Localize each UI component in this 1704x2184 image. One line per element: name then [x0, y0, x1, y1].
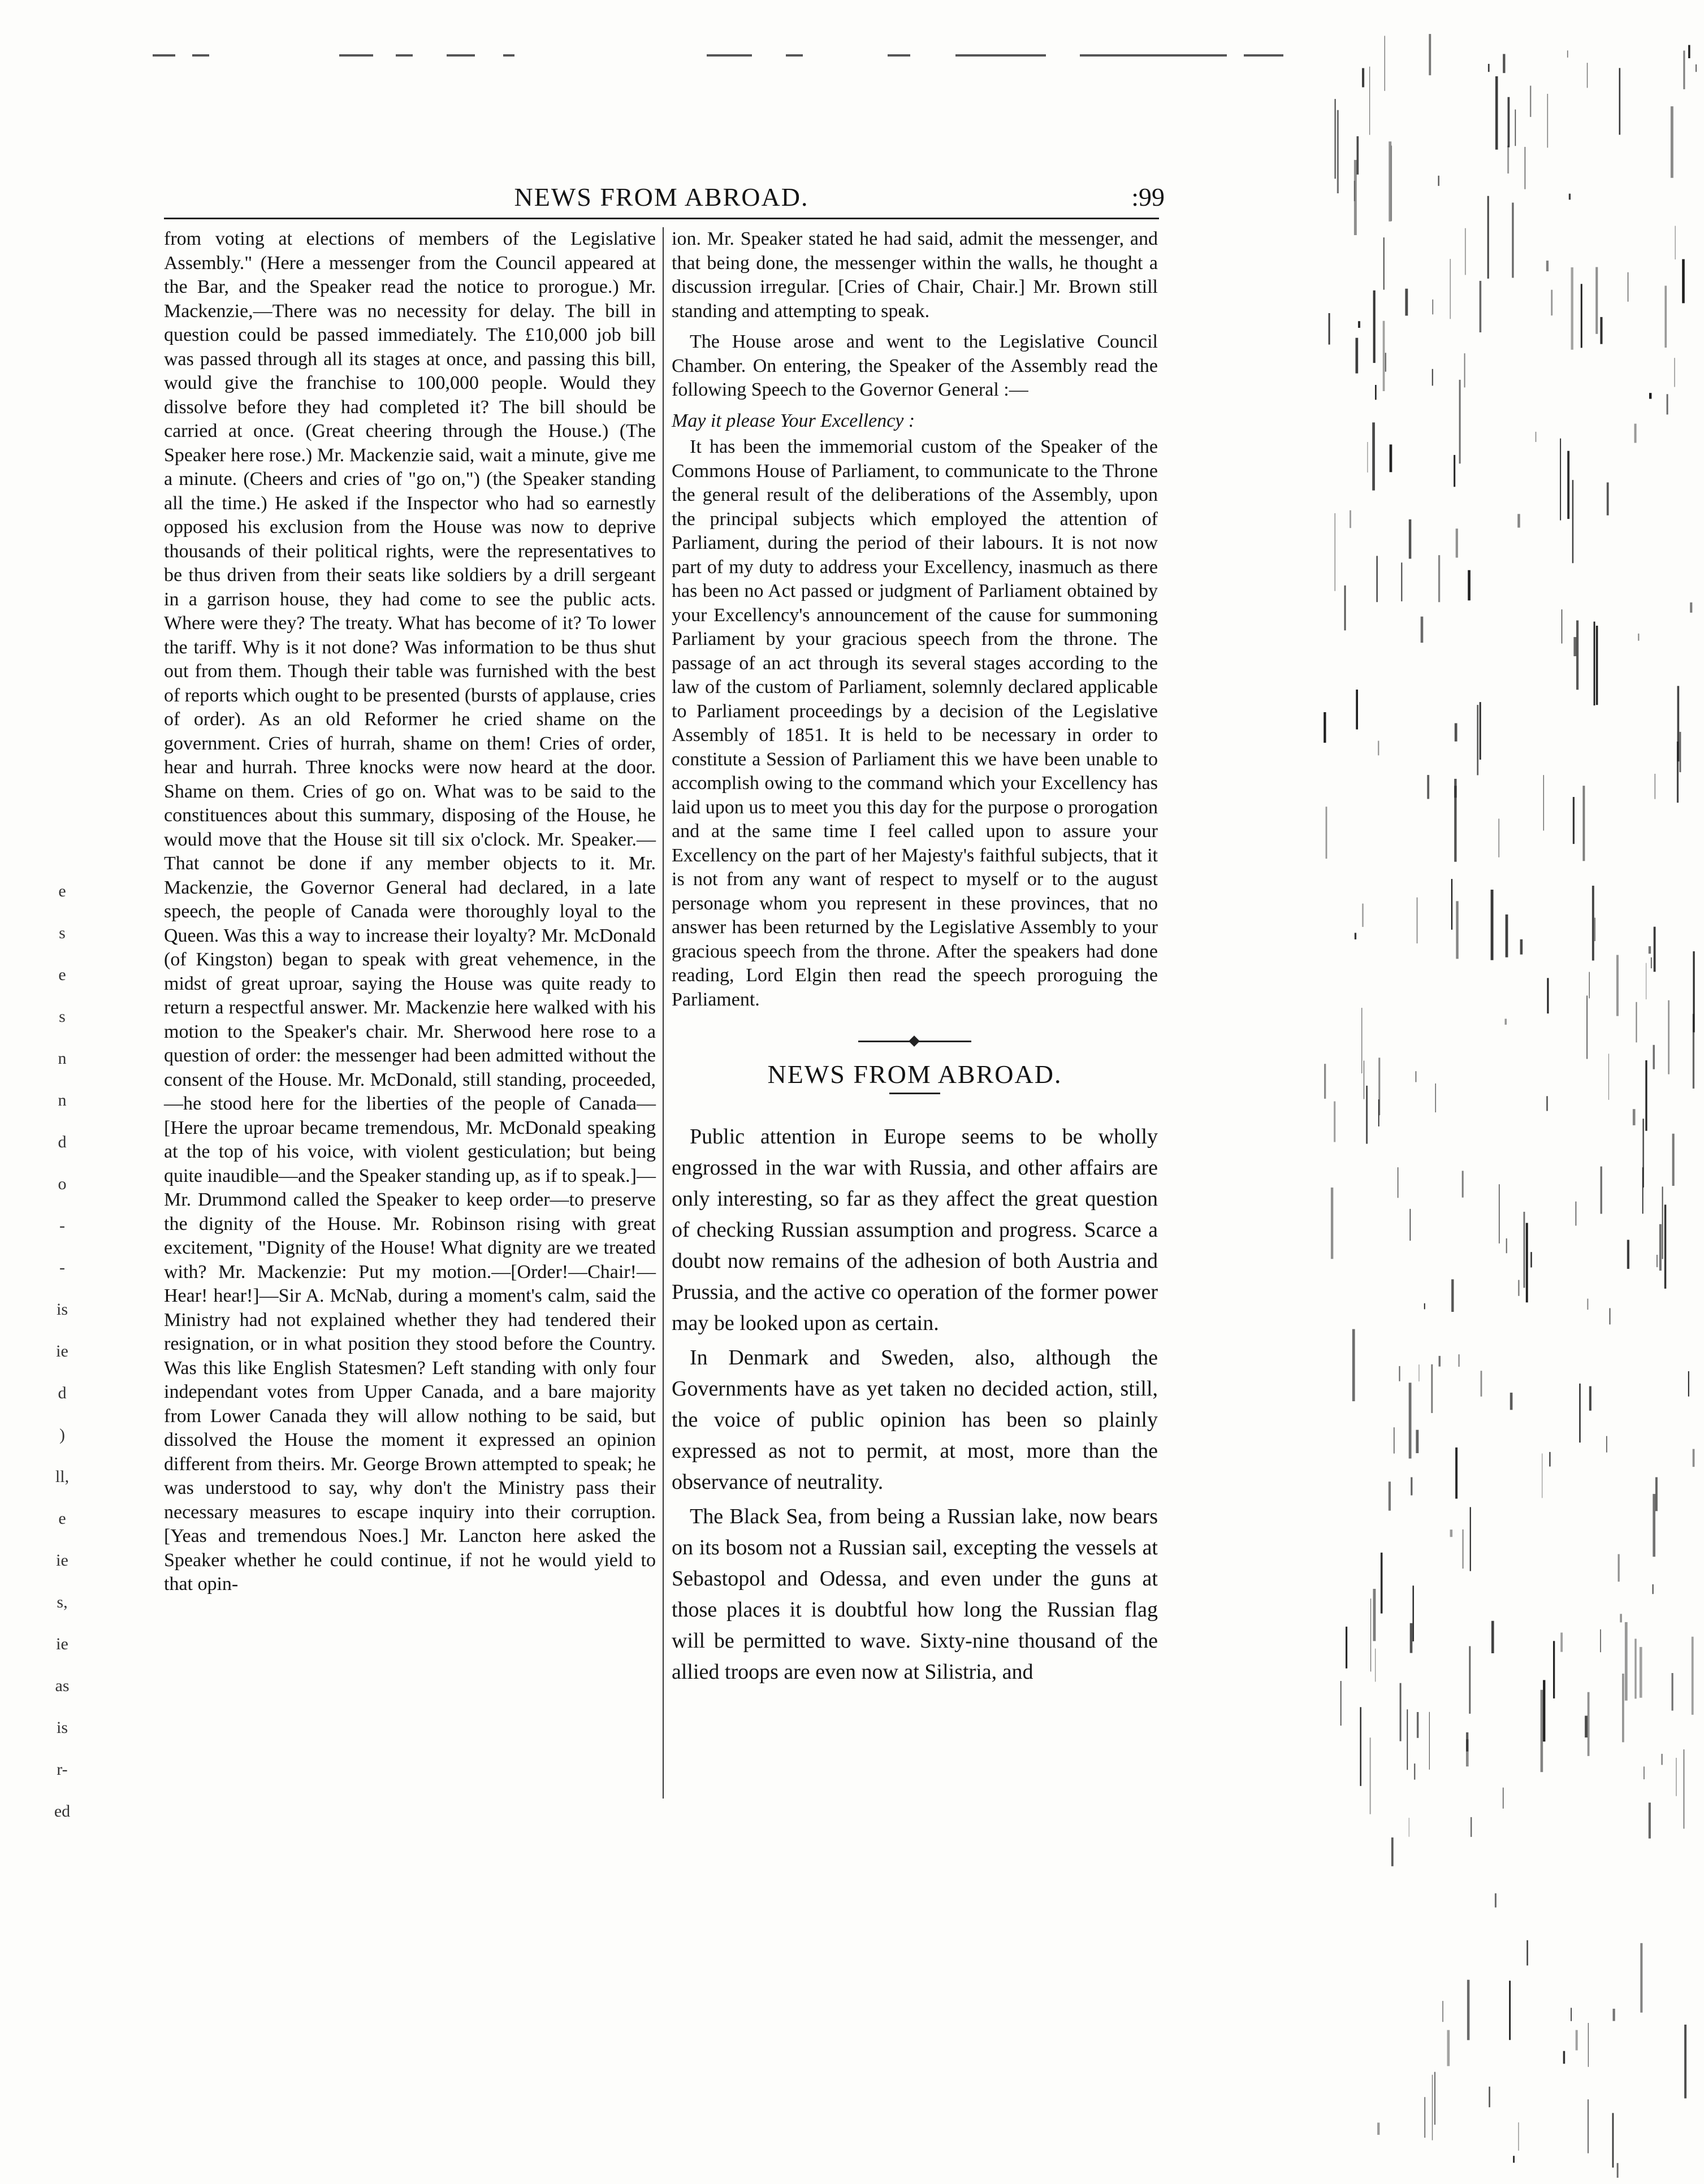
edge-stroke	[1668, 1000, 1670, 1074]
edge-stroke	[1677, 742, 1679, 803]
edge-stroke	[1377, 556, 1378, 603]
edge-stroke	[1462, 1529, 1463, 1568]
running-title: NEWS FROM ABROAD.	[514, 183, 809, 211]
edge-stroke	[1587, 63, 1588, 88]
edge-stroke	[1370, 1598, 1371, 1671]
edge-stroke	[1506, 1238, 1507, 1253]
margin-fragment: ie	[56, 1635, 68, 1653]
edge-stroke	[1468, 570, 1471, 601]
edge-stroke	[1536, 432, 1537, 442]
edge-stroke	[1541, 1690, 1543, 1773]
edge-stroke	[1526, 1223, 1528, 1303]
edge-stroke	[1352, 1329, 1355, 1402]
edge-stroke	[1464, 353, 1465, 387]
edge-stroke	[1367, 442, 1368, 473]
left-column	[164, 227, 656, 1597]
edge-stroke	[1454, 455, 1455, 487]
edge-stroke	[1447, 2030, 1450, 2066]
edge-stroke	[1616, 955, 1619, 1016]
edge-stroke	[1429, 1712, 1430, 1770]
edge-stroke	[1617, 2163, 1619, 2178]
edge-stroke	[1370, 1737, 1371, 1814]
edge-stroke	[1588, 2099, 1589, 2153]
edge-stroke	[1346, 1627, 1347, 1669]
edge-stroke	[1378, 1099, 1379, 1126]
edge-stroke	[1567, 50, 1568, 58]
edge-stroke	[1411, 1477, 1412, 1496]
edge-stroke	[1607, 483, 1609, 515]
edge-stroke	[1466, 1739, 1469, 1766]
edge-stroke	[1601, 1167, 1602, 1214]
edge-stroke	[1547, 94, 1549, 148]
margin-fragment: s	[59, 924, 66, 942]
edge-stroke	[1499, 818, 1500, 857]
edge-stroke	[1652, 1584, 1654, 1594]
edge-stroke	[1405, 289, 1408, 316]
edge-stroke	[1543, 1680, 1545, 1741]
edge-stroke	[1596, 626, 1598, 705]
edge-stroke	[1361, 1008, 1362, 1073]
edge-stroke	[1366, 1086, 1368, 1144]
edge-stroke	[1672, 1673, 1673, 1711]
edge-stroke	[1645, 1060, 1647, 1131]
edge-stroke	[1491, 890, 1494, 960]
edge-stroke	[1355, 933, 1356, 939]
edge-stroke	[1439, 1356, 1441, 1367]
margin-fragment: ed	[54, 1802, 71, 1821]
edge-stroke	[1546, 261, 1549, 271]
edge-stroke	[1654, 774, 1655, 799]
edge-stroke	[1657, 1255, 1658, 1267]
edge-stroke	[1608, 1054, 1609, 1100]
edge-stroke	[1530, 86, 1531, 117]
edge-stroke	[1649, 946, 1651, 954]
edge-stroke	[1520, 939, 1523, 955]
edge-stroke	[1375, 385, 1377, 400]
edge-stroke	[1655, 1477, 1658, 1511]
edge-stroke	[1600, 1630, 1601, 1653]
edge-stroke	[1569, 194, 1571, 200]
edge-stroke	[1517, 514, 1520, 527]
edge-stroke	[1438, 555, 1440, 602]
edge-stroke	[1563, 2051, 1565, 2064]
margin-fragment: r-	[57, 1760, 68, 1779]
margin-fragments	[51, 870, 73, 1832]
continuation-paragraph: ion. Mr. Speaker stated he had said, admit the messenger, and that being done, the messenger within the walls, he thought a discussion irregular. [Cries of Chair, Chair.] Mr. Brown still standing and attempting to speak.	[672, 228, 1158, 322]
edge-stroke	[1480, 281, 1482, 332]
edge-stroke	[1586, 995, 1588, 1059]
edge-stroke	[1653, 1494, 1655, 1557]
edge-stroke	[1654, 927, 1656, 972]
edge-stroke	[1688, 45, 1690, 58]
edge-stroke	[1362, 904, 1364, 927]
edge-stroke	[1503, 54, 1505, 73]
edge-stroke	[1524, 1212, 1525, 1288]
edge-stroke	[1588, 1692, 1590, 1756]
edge-stroke	[1576, 621, 1578, 690]
edge-stroke	[1675, 226, 1676, 259]
edge-stroke	[1335, 99, 1336, 179]
edge-stroke	[1640, 1647, 1642, 1698]
edge-stroke	[1487, 196, 1489, 279]
edge-stroke	[1606, 1436, 1607, 1453]
edge-stroke	[1438, 176, 1439, 186]
edge-stroke	[1378, 741, 1379, 756]
house-arose-paragraph: The House arose and went to the Legislative Council Chamber. On entering, the Speaker of the Assembly read the following Speech to the Governor General :—	[672, 331, 1158, 400]
edge-stroke	[1683, 51, 1685, 89]
edge-stroke	[1454, 779, 1456, 862]
edge-stroke	[1594, 622, 1595, 705]
margin-fragment: -	[59, 1216, 65, 1235]
edge-stroke	[1618, 1554, 1620, 1582]
margin-fragment: ll,	[55, 1467, 70, 1486]
edge-stroke	[1595, 267, 1598, 334]
margin-fragment: d	[58, 1384, 67, 1402]
edge-stroke	[1672, 1134, 1675, 1186]
edge-stroke	[1571, 2008, 1572, 2021]
edge-stroke	[1465, 228, 1466, 275]
edge-stroke	[1381, 1553, 1383, 1614]
edge-stroke	[1682, 259, 1685, 304]
edge-stroke	[1442, 2001, 1443, 2022]
edge-stroke	[1369, 67, 1370, 135]
edge-stroke	[1409, 1383, 1412, 1458]
edge-stroke	[1373, 291, 1376, 363]
edge-stroke	[1458, 1354, 1459, 1367]
edge-stroke	[1690, 603, 1692, 613]
edge-stroke	[1337, 110, 1339, 193]
edge-stroke	[1414, 1763, 1415, 1780]
edge-stroke	[1424, 2097, 1425, 2138]
edge-stroke	[1525, 147, 1526, 189]
edge-stroke	[1390, 444, 1392, 472]
edge-stroke	[1696, 64, 1697, 72]
edge-stroke	[1383, 237, 1385, 289]
edge-stroke	[1455, 1448, 1458, 1499]
edge-stroke	[1372, 422, 1375, 490]
edge-stroke	[1375, 1649, 1376, 1682]
edge-stroke	[1410, 1209, 1411, 1241]
edge-stroke	[1579, 1384, 1580, 1442]
right-column	[672, 227, 1158, 1688]
margin-fragment: is	[56, 1300, 68, 1319]
edge-stroke	[1512, 203, 1513, 278]
edge-stroke	[1495, 1893, 1497, 1908]
edge-stroke	[1324, 712, 1326, 743]
edge-stroke	[1622, 1674, 1624, 1742]
edge-stroke	[1553, 1641, 1555, 1698]
margin-fragment: n	[58, 1091, 67, 1110]
edge-stroke	[1674, 358, 1675, 387]
edge-stroke	[1491, 1621, 1494, 1653]
edge-stroke	[1480, 702, 1481, 760]
edge-stroke	[1509, 1981, 1511, 2040]
edge-stroke	[1518, 1280, 1520, 1296]
edge-stroke	[1373, 1589, 1376, 1641]
edge-stroke	[1585, 1716, 1588, 1738]
edge-stroke	[1693, 1449, 1695, 1467]
edge-stroke	[1356, 338, 1359, 374]
edge-stroke	[1513, 2156, 1515, 2163]
edge-stroke	[1518, 2122, 1519, 2151]
edge-stroke	[1467, 1980, 1470, 2040]
edge-stroke	[1455, 723, 1458, 742]
edge-stroke	[1592, 886, 1594, 960]
edge-stroke	[1324, 1064, 1326, 1099]
margin-fragment: n	[58, 1049, 67, 1068]
edge-stroke	[1573, 797, 1575, 844]
edge-stroke	[1451, 879, 1452, 930]
edge-stroke	[1575, 1202, 1576, 1226]
margin-fragment: as	[55, 1676, 70, 1695]
margin-fragment: is	[56, 1718, 68, 1737]
edge-stroke	[1551, 290, 1552, 316]
edge-stroke	[1634, 1639, 1636, 1698]
margin-fragment: )	[59, 1425, 65, 1444]
edge-stroke	[1391, 146, 1392, 221]
edge-stroke	[1692, 1637, 1694, 1715]
edge-stroke	[1546, 1096, 1548, 1111]
edge-stroke	[1693, 951, 1694, 1032]
edge-stroke	[1326, 807, 1327, 859]
edge-stroke	[1329, 313, 1330, 345]
edge-stroke	[1510, 1393, 1513, 1410]
edge-stroke	[1505, 1019, 1507, 1025]
edge-stroke	[1600, 317, 1602, 344]
edge-stroke	[1625, 1622, 1628, 1701]
edge-stroke	[1560, 439, 1561, 521]
edge-stroke	[1636, 1002, 1637, 1043]
edge-stroke	[1435, 1084, 1436, 1112]
edge-stroke	[1679, 732, 1681, 772]
news-paragraph: Public attention in Europe seems to be wholly engrossed in the war with Russia, and other affairs are only interesting, so far as they affect the great question of checking Russian assumption and progress. Scarce a doubt now remains of the adhesion of both Austria and Prussia, and the active co operation of the former power may be looked upon as certain.	[672, 1124, 1158, 1335]
edge-stroke	[1620, 1614, 1622, 1622]
edge-stroke	[1391, 1838, 1394, 1866]
edge-stroke	[1389, 141, 1391, 221]
edge-stroke	[1684, 1749, 1685, 1828]
edge-stroke	[1331, 1188, 1333, 1259]
edge-stroke	[1354, 160, 1357, 235]
edge-stroke	[1633, 1109, 1636, 1125]
edge-stroke	[1671, 106, 1673, 178]
news-paragraph: The Black Sea, from being a Russian lake, now bears on its bosom not a Russian sail, excepting the vessels at Sebastopol and Odessa, and even under the guns at those places it is doubtful how long the Russian flag will be permitted to wave. Sixty-nine thousand of the allied troops are even now at Silistria, and	[672, 1504, 1158, 1684]
edge-stroke	[1462, 1171, 1464, 1197]
heading-rule	[889, 1093, 940, 1094]
edge-stroke	[1459, 380, 1461, 463]
edge-stroke	[1401, 562, 1402, 601]
edge-stroke	[1409, 519, 1412, 559]
edge-stroke	[1688, 1371, 1689, 1397]
edge-stroke	[1383, 321, 1385, 391]
edge-stroke	[1571, 267, 1573, 350]
edge-stroke	[1640, 1943, 1642, 2013]
edge-stroke	[1506, 915, 1508, 957]
margin-fragment: e	[58, 965, 66, 984]
edge-stroke	[1360, 1707, 1361, 1786]
edge-stroke	[1432, 2075, 1433, 2140]
edge-stroke	[1684, 2025, 1686, 2099]
edge-stroke	[1576, 2030, 1578, 2051]
edge-stroke	[1530, 1252, 1532, 1267]
edge-stroke	[1456, 528, 1458, 557]
edge-stroke	[1649, 393, 1651, 398]
edge-stroke	[1450, 1529, 1453, 1537]
edge-stroke	[1356, 690, 1358, 730]
edge-stroke	[1649, 1802, 1651, 1839]
section-heading: NEWS FROM ABROAD.	[767, 1060, 1062, 1089]
edge-stroke	[1424, 1303, 1425, 1310]
margin-fragment: -	[59, 1258, 65, 1277]
edge-stroke	[1427, 775, 1429, 799]
edge-stroke	[1613, 2009, 1615, 2021]
edge-stroke	[1389, 1481, 1391, 1510]
edge-stroke	[1362, 68, 1364, 88]
edge-stroke	[1416, 898, 1417, 943]
edge-stroke	[1627, 1240, 1629, 1269]
edge-stroke	[1573, 637, 1576, 656]
edge-stroke	[1407, 1709, 1408, 1770]
edge-stroke	[1451, 1279, 1454, 1312]
edge-stroke	[1588, 2023, 1589, 2067]
edge-stroke	[1661, 1754, 1663, 1765]
edge-stroke	[1543, 775, 1544, 830]
edge-stroke	[1642, 1167, 1644, 1214]
book-edge-strokes	[1312, 34, 1704, 2184]
news-paragraph: In Denmark and Sweden, also, although the Governments have as yet taken no decided action, still, the voice of public opinion has been so plainly expressed as not to permit, at most, more than the observance of neutrality.	[672, 1345, 1158, 1494]
edge-stroke	[1400, 1683, 1402, 1741]
edge-stroke	[1358, 321, 1360, 328]
edge-stroke	[1431, 1364, 1433, 1413]
edge-stroke	[1385, 353, 1386, 371]
edge-stroke	[1495, 76, 1498, 150]
margin-fragment: s	[59, 1007, 66, 1026]
edge-stroke	[1589, 1386, 1591, 1411]
edge-stroke	[1416, 1430, 1418, 1453]
edge-stroke	[1432, 300, 1433, 315]
page-number: :99	[1131, 183, 1165, 211]
edge-stroke	[1560, 1632, 1563, 1652]
edge-stroke	[1526, 1940, 1528, 1966]
edge-stroke	[1429, 34, 1431, 75]
edge-stroke	[1581, 284, 1582, 348]
margin-fragment: ie	[56, 1342, 68, 1360]
header-rule	[164, 218, 1159, 219]
edge-stroke	[1434, 2072, 1435, 2125]
book-edge-scan	[1312, 34, 1704, 2184]
edge-stroke	[1412, 1585, 1414, 1641]
edge-stroke	[1416, 1071, 1417, 1082]
body-paragraph: from voting at elections of members of the Legislative Assembly." (Here a messenger from the Council appeared at the Bar, and the Speaker read the notice to prorogue.) Mr. Mackenzie,—There was no necessity for delay. The bill in question could be passed immediately. The £10,000 job bill was passed through all its stages at once, and passing this bill, would give the franchise to 100,000 people. Would they dissolve before they had completed it? The bill should be carried at once. (Great cheering through the House.) (The Speaker here rose.) Mr. Mackenzie said, wait a minute, give me a minute. (Cheers and cries of "go on,") (the Speaker standing all the time.) He asked if the Inspector who had so earnestly opposed his exclusion from the House was now to deprive thousands of their political rights, were the representatives to be thus driven from their seats like soldiers by a drill sergeant in a garrison house, they had come to see the public acts. Where were they? The treaty. What has become of it? To lower the tariff. Why is it not done? Was information to be thus shut out from them. Though their table was furnished with the best of reports which ought to be presented (bursts of applause, cries of order). As an old Reformer he cried shame on the government. Cries of hurrah, shame on them! Cries of order, hear and hurrah. Three knocks were now heard at the door. Shame on them. Cries of go on. What was to be said to the constituences about this summary, disposing of the House, he would move that the House sit till six o'clock. Mr. Speaker.—That cannot be done if any member objects to it. Mr. Mackenzie, the Governor General had declared, in a late speech, the people of Canada were thoroughly loyal to the Queen. Was this a way to increase their loyalty? Mr. McDonald (of Kingston) began to speak with great vehemence, in the midst of great uproar, saying the House was quite ready to return a respectful answer. Mr. Mackenzie here walked with his motion to the Speaker's chair. Mr. Sherwood here rose to a question of order: the messenger had been admitted without the consent of the House. Mr. McDonald, still standing, proceeded,—he stood here for the liberties of the people of Canada—[Here the uproar became tremendous, Mr. McDonald speaking at the top of his voice, with violent gesticulation; but being quite inaudible—and the Speaker standing up, as if to speak.]—Mr. Drummond called the Speaker to keep order—to preserve the dignity of the House. Mr. Robinson rising with great excitement, "Dignity of the House! What dignity are we treated with? Mr. Mackenzie: Put my motion.—[Order!—Chair!—Hear! hear!]—Sir A. McNab, during a moment's calm, said the Ministry had not explained whether they had tendered their resignation, or in what position they stood before the Country. Was this like English Statesmen? Left standing with only four independant votes from Upper Canada, and a bare majority from Lower Canada they will allow nothing to be said, but dissolved the House the moment it expressed an opinion different from theirs. Mr. George Brown attempted to speak; he was understood to say, why don't the Ministry pass their necessary measures to escape inquiry into their corruption. [Yeas and tremendous Noes.] Mr. Lancton here asked the Speaker whether he could continue, if not he would yield to that opin-	[164, 228, 656, 1594]
edge-stroke	[1421, 617, 1424, 643]
edge-stroke	[1634, 424, 1637, 443]
edge-stroke	[1469, 1646, 1471, 1714]
edge-stroke	[1377, 2122, 1379, 2135]
edge-stroke	[1399, 1366, 1400, 1381]
edge-stroke	[1610, 1308, 1611, 1324]
edge-stroke	[1456, 901, 1459, 959]
margin-fragment: s,	[57, 1593, 68, 1611]
edge-stroke	[1549, 1452, 1550, 1467]
margin-fragment: e	[58, 1509, 66, 1528]
edge-stroke	[1470, 1507, 1471, 1571]
edge-stroke	[1344, 586, 1346, 631]
edge-stroke	[1334, 1102, 1335, 1142]
edge-stroke	[1589, 972, 1590, 999]
edge-stroke	[1450, 259, 1451, 319]
edge-stroke	[1664, 286, 1667, 348]
edge-stroke	[1357, 136, 1359, 175]
edge-stroke	[1432, 369, 1433, 386]
edge-stroke	[1515, 110, 1516, 146]
salutation: May it please Your Excellency :	[672, 410, 915, 431]
speech-paragraph: It has been the immemorial custom of the Speaker of the Commons House of Parliament, to communicate to the Throne the general result of the deliberations of the Assembly, upon the principal subjects which employed the attention of Parliament, during the period of their labours. It is not now part of my duty to address your Excellency, inasmuch as there has been no Act passed or judgment of Parliament obtained by your Excellency's announcement of the cause for summoning Parliament by your gracious speech from the throne. The passage of an act through its several stages according to the law of the custom of Parliament, solemnly declared applicable to Parliament proceedings by a decision of the Legislative Assembly of 1851. It is held to be necessary in order to constitute a Session of Parliament this we have been unable to accomplish owing to the command which your Excellency has laid upon us to meet you this day for the purpose o prorogation and at the same time I feel called upon to assure your Excellency on the part of her Majesty's faithful subjects, that it is not from any want of respect to myself or to the august personage whom you represent in these provinces, that no answer has been returned by the Legislative Assembly to your gracious speech from the throne. After the speakers had done reading, Lord Elgin then read the speech proroguing the Parliament.	[672, 436, 1158, 1010]
edge-stroke	[1508, 97, 1510, 148]
margin-fragment: e	[58, 882, 66, 900]
section-ornament	[858, 1035, 971, 1047]
edge-stroke	[1410, 1623, 1413, 1653]
edge-stroke	[1664, 1204, 1667, 1289]
edge-stroke	[1572, 480, 1574, 563]
edge-stroke	[1659, 1224, 1662, 1271]
edge-stroke	[1488, 64, 1490, 72]
margin-fragment: ie	[56, 1551, 68, 1570]
edge-stroke	[1418, 1364, 1419, 1381]
edge-stroke	[1477, 705, 1478, 775]
edge-stroke	[1638, 634, 1639, 641]
column-divider	[663, 227, 664, 1799]
edge-stroke	[1582, 786, 1585, 861]
edge-stroke	[1507, 146, 1509, 174]
edge-stroke	[1481, 1371, 1482, 1397]
edge-stroke	[1340, 1681, 1342, 1726]
edge-stroke	[1417, 1712, 1419, 1738]
edge-stroke	[1471, 1817, 1472, 1837]
edge-stroke	[1587, 1299, 1588, 1310]
edge-stroke	[1667, 394, 1668, 414]
edge-stroke	[1547, 978, 1549, 1013]
edge-stroke	[1653, 1045, 1655, 1069]
margin-fragment: o	[58, 1175, 67, 1193]
edge-stroke	[1662, 1186, 1663, 1259]
edge-stroke	[1489, 2087, 1490, 2108]
edge-stroke	[1567, 451, 1569, 519]
edge-stroke	[1619, 68, 1621, 135]
top-edge-marks	[153, 54, 1283, 62]
edge-stroke	[1594, 918, 1595, 942]
edge-stroke	[1350, 510, 1351, 528]
margin-fragment: d	[58, 1133, 67, 1151]
edge-stroke	[1612, 2113, 1614, 2168]
news-section	[672, 1121, 1158, 1688]
